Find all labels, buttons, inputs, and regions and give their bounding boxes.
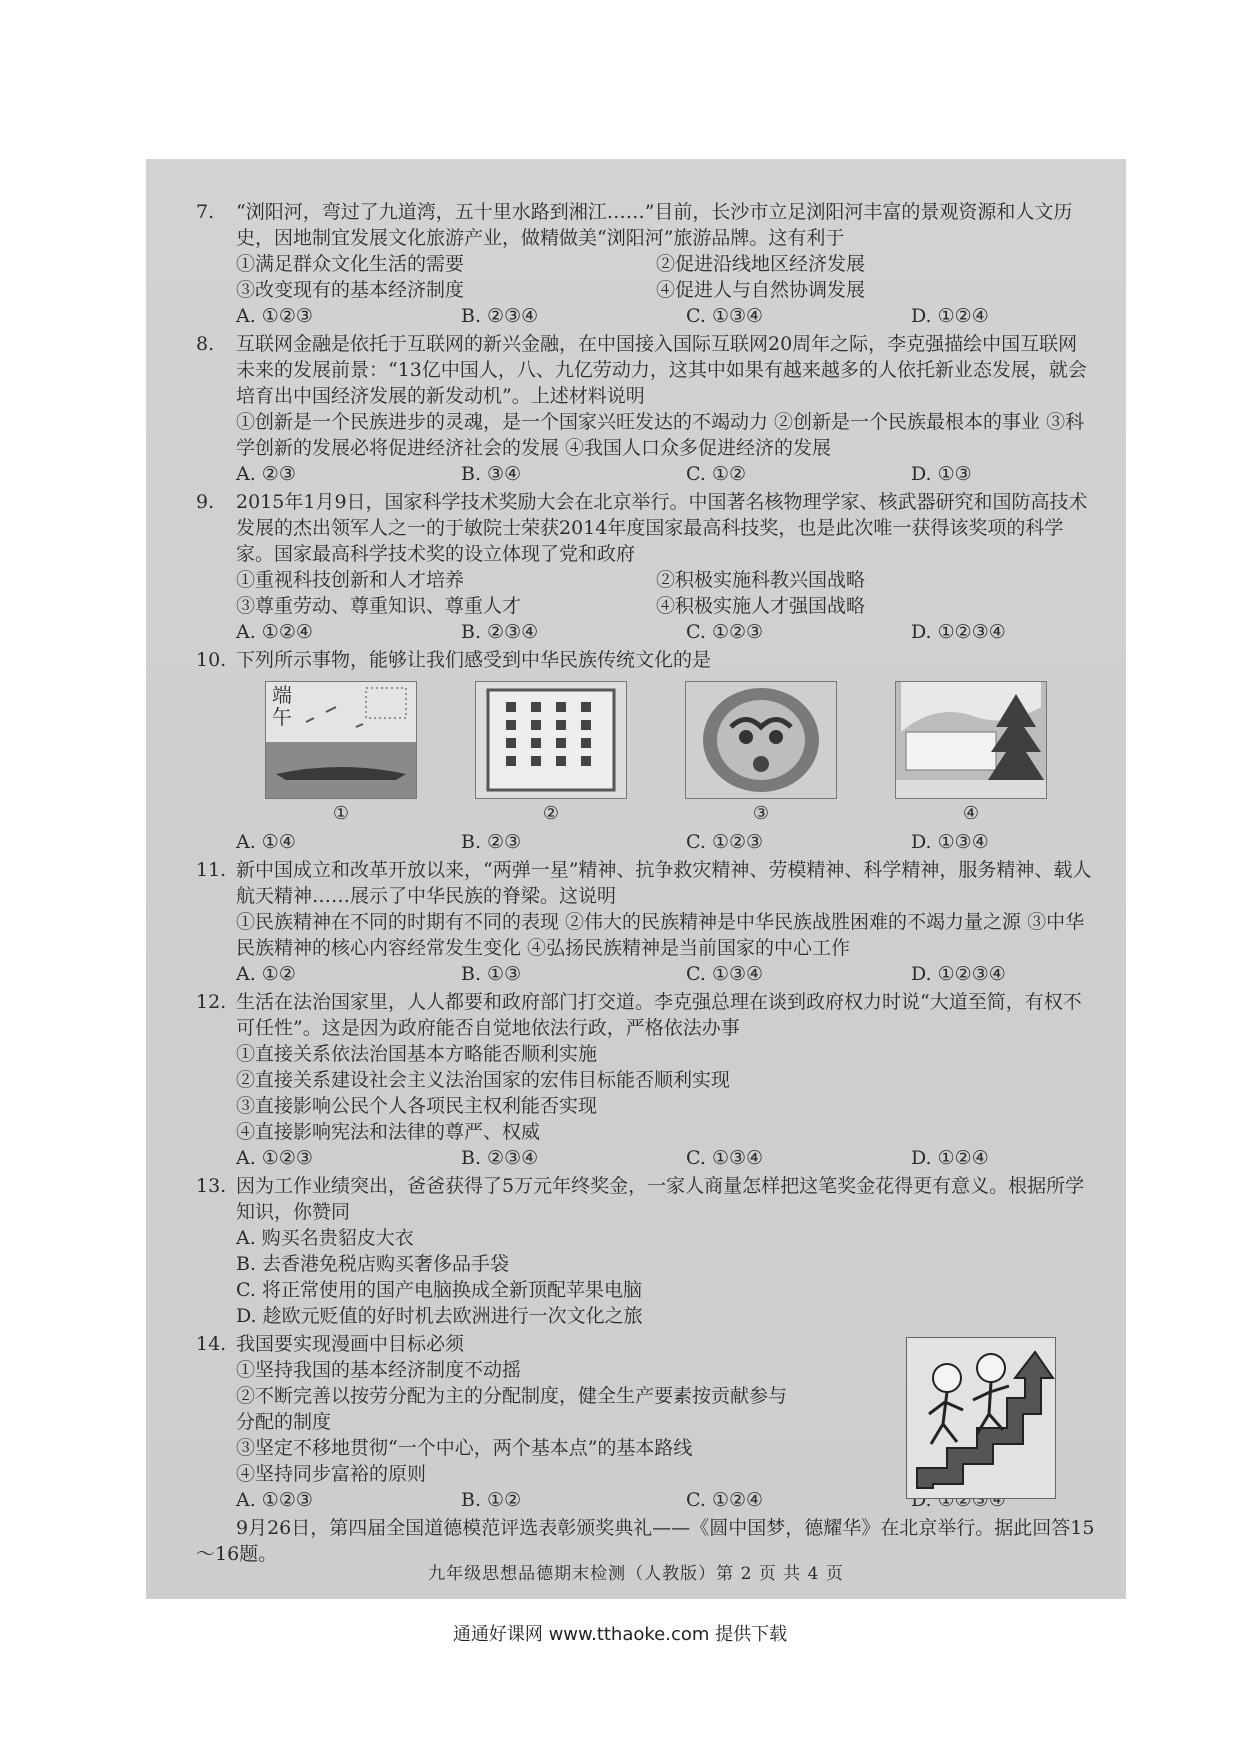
statement: ③尊重劳动、尊重知识、尊重人才: [236, 595, 522, 617]
choice-c: C. ①③④: [686, 1147, 764, 1169]
choice-a: A. ②③: [236, 463, 296, 485]
choice-b: B. ②③④: [461, 1147, 539, 1169]
choice-d: D. ①③: [911, 463, 972, 485]
choice-a: A. ①④: [236, 831, 296, 853]
image-item: [236, 681, 446, 827]
choice-d: D. ①②③④: [911, 621, 1006, 643]
statement: ①重视科技创新和人才培养: [236, 569, 465, 591]
statement: ③改变现有的基本经济制度: [236, 279, 465, 301]
choice-b: B. ③④: [461, 463, 522, 485]
choice-b: B. ②③: [461, 831, 522, 853]
statement: ①坚持我国的基本经济制度不动摇: [236, 1359, 522, 1381]
image-item: [656, 681, 866, 827]
choice-d: D. ①②④: [911, 1147, 989, 1169]
scanned-page: [146, 159, 1126, 1599]
question-14: [196, 1331, 1096, 1513]
question-13: [196, 1173, 1096, 1329]
question-number: 8.: [196, 333, 215, 355]
statement: ③坚定不移地贯彻“一个中心，两个基本点”的基本路线: [236, 1437, 693, 1459]
question-7: [196, 199, 1096, 329]
statement: ④促进人与自然协调发展: [656, 279, 866, 301]
statement: ①民族精神在不同的时期有不同的表现 ②伟大的民族精神是中华民族战胜困难的不竭力量之源 ③中华民族精神的核心内容经常发生变化 ④弘扬民族精神是当前国家的中心工作: [236, 911, 1085, 959]
choice-c: C. 将正常使用的国产电脑换成全新顶配苹果电脑: [236, 1279, 642, 1301]
statement: ②不断完善以按劳分配为主的分配制度，健全生产要素按贡献参与分配的制度: [236, 1385, 788, 1433]
statement: ②积极实施科教兴国战略: [656, 569, 866, 591]
choice-d: D. ①③④: [911, 831, 989, 853]
question-number: 12.: [196, 991, 227, 1013]
statement: ③直接影响公民个人各项民主权利能否实现: [236, 1095, 598, 1117]
question-stem: 生活在法治国家里，人人都要和政府部门打交道。李克强总理在谈到政府权力时说“大道至简，有权不可任性”。这是因为政府能否自觉地依法行政，严格依法办事: [236, 991, 1082, 1039]
answer-choices: [236, 461, 1096, 487]
answer-choices: [236, 303, 1096, 329]
calligraphy-scroll-image: [475, 681, 627, 799]
question-body: [236, 1331, 796, 1487]
choice-c: C. ①③④: [686, 305, 764, 327]
statement: ②直接关系建设社会主义法治国家的宏伟目标能否顺利实现: [236, 1069, 731, 1091]
choice-c: C. ①③④: [686, 963, 764, 985]
choice-b: B. 去香港免税店购买奢侈品手袋: [236, 1253, 510, 1275]
statement-grid: [236, 251, 1096, 303]
download-source-note: 通通好课网 www.tthaoke.com 提供下载: [452, 1624, 788, 1645]
question-stem: “浏阳河，弯过了九道湾，五十里水路到湘江……”目前，长沙市立足浏阳河丰富的景观资源和人文历史，因地制宜发展文化旅游产业，做精做美“浏阳河”旅游品牌。这有利于: [236, 201, 1073, 249]
image-caption-text: 端午: [272, 683, 292, 729]
choice-c: C. ①②③: [686, 621, 764, 643]
statement: ④直接影响宪法和法律的尊严、权威: [236, 1121, 541, 1143]
statement: ④积极实施人才强国战略: [656, 595, 866, 617]
choice-d: D. 趁欧元贬值的好时机去欧洲进行一次文化之旅: [236, 1305, 643, 1327]
choice-a: A. ①②③: [236, 305, 313, 327]
answer-choices: [236, 619, 1096, 645]
image-label: ④: [962, 803, 980, 824]
image-label: ②: [542, 803, 560, 824]
statement-grid: [236, 567, 1096, 619]
choice-c: C. ①②④: [686, 1489, 764, 1511]
question-number: 9.: [196, 491, 215, 513]
dragon-boat-image: [265, 681, 417, 799]
passage-intro: 9月26日，第四届全国道德模范评选表彰颁奖典礼——《圆中国梦，德耀华》在北京举行。据此回答15～16题。: [196, 1517, 1095, 1565]
image-item: [446, 681, 656, 827]
question-stem: 互联网金融是依托于互联网的新兴金融，在中国接入国际互联网20周年之际，李克强描绘中国互联网未来的发展前景：“13亿中国人，八、九亿劳动力，这其中如果有越来越多的人依托新业态发展，就会培育出中国经济发展的新发动机”。上述材料说明: [236, 333, 1087, 407]
question-10: [196, 647, 1096, 855]
statement: ②促进沿线地区经济发展: [656, 253, 866, 275]
choice-b: B. ①③: [461, 963, 522, 985]
opera-mask-image: [685, 681, 837, 799]
choice-b: B. ②③④: [461, 621, 539, 643]
cartoon-image: [906, 1337, 1056, 1499]
question-stem: 2015年1月9日，国家科学技术奖励大会在北京举行。中国著名核物理学家、核武器研究和国防高技术发展的杰出领军人之一的于敏院士荣获2014年度国家最高科技奖，也是此次唯一获得该奖项的科学家。国家最高科学技术奖的设立体现了党和政府: [236, 491, 1088, 565]
choice-c: C. ①②: [686, 463, 747, 485]
choice-c: C. ①②③: [686, 831, 764, 853]
statement: ④坚持同步富裕的原则: [236, 1463, 427, 1485]
question-number: 13.: [196, 1175, 227, 1197]
question-stem: 我国要实现漫画中目标必须: [236, 1333, 465, 1355]
choice-d: D. ①②③④: [911, 963, 1006, 985]
choice-a: A. ①②④: [236, 621, 313, 643]
image-row: [236, 681, 1096, 827]
question-stem: 因为工作业绩突出，爸爸获得了5万元年终奖金，一家人商量怎样把这笔奖金花得更有意义。根据所学知识，你赞同: [236, 1175, 1085, 1223]
question-stem: 下列所示事物，能够让我们感受到中华民族传统文化的是: [236, 649, 712, 671]
choice-a: A. ①②③: [236, 1489, 313, 1511]
image-item: [866, 681, 1076, 827]
image-label: ①: [332, 803, 350, 824]
statement: ①直接关系依法治国基本方略能否顺利实施: [236, 1043, 598, 1065]
question-11: [196, 857, 1096, 987]
answer-choices: [236, 829, 1096, 855]
question-12: [196, 989, 1096, 1171]
question-number: 14.: [196, 1333, 227, 1355]
choice-b: B. ①②: [461, 1489, 522, 1511]
image-label: ③: [752, 803, 770, 824]
question-9: [196, 489, 1096, 645]
choice-b: B. ②③④: [461, 305, 539, 327]
question-number: 7.: [196, 201, 215, 223]
question-list: [196, 199, 1096, 1567]
statement: ①创新是一个民族进步的灵魂，是一个国家兴旺发达的不竭动力 ②创新是一个民族最根本的事业 ③科学创新的发展必将促进经济社会的发展 ④我国人口众多促进经济的发展: [236, 411, 1085, 459]
statement: ①满足群众文化生活的需要: [236, 253, 465, 275]
page-footer: 九年级思想品德期末检测（人教版）第 2 页 共 4 页: [428, 1564, 844, 1584]
question-8: [196, 331, 1096, 487]
choice-a: A. ①②: [236, 963, 296, 985]
answer-choices: [236, 1145, 1096, 1171]
question-stem: 新中国成立和改革开放以来，“两弹一星”精神、抗争救灾精神、劳模精神、科学精神，服务精神、载人航天精神……展示了中华民族的脊梁。这说明: [236, 859, 1092, 907]
choice-a: A. ①②③: [236, 1147, 313, 1169]
answer-choices: [236, 961, 1096, 987]
question-number: 10.: [196, 649, 227, 671]
question-number: 11.: [196, 859, 227, 881]
choice-d: D. ①②④: [911, 305, 989, 327]
christmas-tree-image: [895, 681, 1047, 799]
choice-a: A. 购买名贵貂皮大衣: [236, 1227, 414, 1249]
